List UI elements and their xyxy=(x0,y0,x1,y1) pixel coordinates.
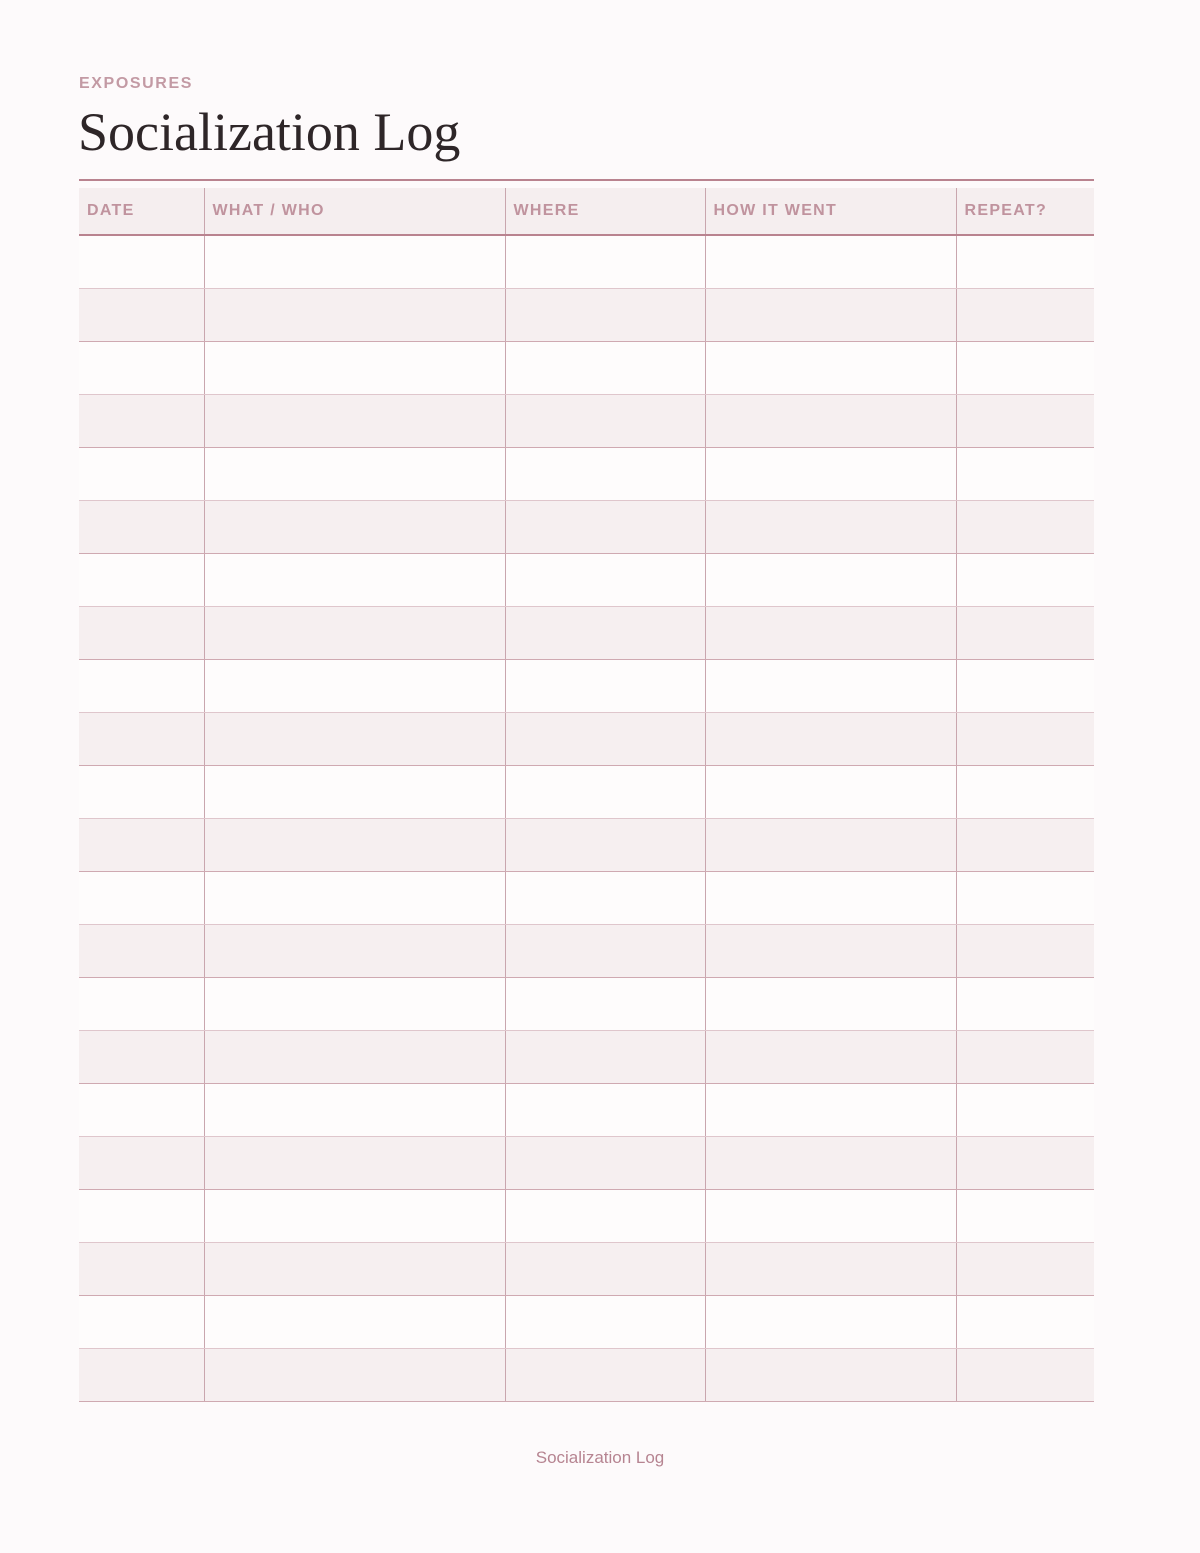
table-row xyxy=(79,925,1094,978)
what-who-cell[interactable] xyxy=(204,1296,505,1349)
repeat-cell[interactable] xyxy=(956,501,1094,554)
where-cell[interactable] xyxy=(505,1349,705,1402)
where-cell[interactable] xyxy=(505,1084,705,1137)
date-cell[interactable] xyxy=(79,1296,204,1349)
what-who-cell[interactable] xyxy=(204,501,505,554)
where-cell[interactable] xyxy=(505,713,705,766)
how-it-went-cell[interactable] xyxy=(705,1190,956,1243)
what-who-cell[interactable] xyxy=(204,1031,505,1084)
what-who-cell[interactable] xyxy=(204,289,505,342)
where-cell[interactable] xyxy=(505,1190,705,1243)
what-who-cell[interactable] xyxy=(204,819,505,872)
repeat-cell[interactable] xyxy=(956,1031,1094,1084)
table-row xyxy=(79,872,1094,925)
what-who-cell[interactable] xyxy=(204,1084,505,1137)
how-it-went-cell[interactable] xyxy=(705,607,956,660)
date-cell[interactable] xyxy=(79,554,204,607)
what-who-cell[interactable] xyxy=(204,554,505,607)
date-cell[interactable] xyxy=(79,872,204,925)
how-it-went-cell[interactable] xyxy=(705,235,956,289)
how-it-went-cell[interactable] xyxy=(705,660,956,713)
table-row xyxy=(79,501,1094,554)
date-cell[interactable] xyxy=(79,1190,204,1243)
where-cell[interactable] xyxy=(505,819,705,872)
date-cell[interactable] xyxy=(79,766,204,819)
repeat-cell[interactable] xyxy=(956,713,1094,766)
repeat-cell[interactable] xyxy=(956,872,1094,925)
where-cell[interactable] xyxy=(505,607,705,660)
what-who-cell[interactable] xyxy=(204,235,505,289)
what-who-cell[interactable] xyxy=(204,342,505,395)
where-cell[interactable] xyxy=(505,978,705,1031)
repeat-cell[interactable] xyxy=(956,289,1094,342)
table-row xyxy=(79,607,1094,660)
table-row xyxy=(79,1349,1094,1402)
where-cell[interactable] xyxy=(505,660,705,713)
table-row xyxy=(79,1031,1094,1084)
column-header-where: WHERE xyxy=(505,188,705,235)
repeat-cell[interactable] xyxy=(956,395,1094,448)
date-cell[interactable] xyxy=(79,235,204,289)
table-row xyxy=(79,395,1094,448)
where-cell[interactable] xyxy=(505,448,705,501)
how-it-went-cell[interactable] xyxy=(705,342,956,395)
table-row xyxy=(79,1243,1094,1296)
how-it-went-cell[interactable] xyxy=(705,713,956,766)
what-who-cell[interactable] xyxy=(204,607,505,660)
table-row xyxy=(79,554,1094,607)
where-cell[interactable] xyxy=(505,872,705,925)
how-it-went-cell[interactable] xyxy=(705,1349,956,1402)
how-it-went-cell[interactable] xyxy=(705,448,956,501)
what-who-cell[interactable] xyxy=(204,660,505,713)
repeat-cell[interactable] xyxy=(956,235,1094,289)
table-row xyxy=(79,448,1094,501)
what-who-cell[interactable] xyxy=(204,1190,505,1243)
date-cell[interactable] xyxy=(79,448,204,501)
what-who-cell[interactable] xyxy=(204,395,505,448)
what-who-cell[interactable] xyxy=(204,978,505,1031)
table-row xyxy=(79,819,1094,872)
date-cell[interactable] xyxy=(79,342,204,395)
where-cell[interactable] xyxy=(505,554,705,607)
date-cell[interactable] xyxy=(79,501,204,554)
how-it-went-cell[interactable] xyxy=(705,1031,956,1084)
where-cell[interactable] xyxy=(505,342,705,395)
repeat-cell[interactable] xyxy=(956,1190,1094,1243)
table-row xyxy=(79,660,1094,713)
section-eyebrow: EXPOSURES xyxy=(79,75,193,92)
where-cell[interactable] xyxy=(505,1031,705,1084)
table-header-row xyxy=(79,188,1094,235)
where-cell[interactable] xyxy=(505,501,705,554)
column-header-how-it-went: HOW IT WENT xyxy=(705,188,956,235)
how-it-went-cell[interactable] xyxy=(705,872,956,925)
what-who-cell[interactable] xyxy=(204,1243,505,1296)
how-it-went-cell[interactable] xyxy=(705,501,956,554)
where-cell[interactable] xyxy=(505,1243,705,1296)
what-who-cell[interactable] xyxy=(204,1137,505,1190)
page-footer: Socialization Log xyxy=(535,1448,665,1467)
what-who-cell[interactable] xyxy=(204,448,505,501)
repeat-cell[interactable] xyxy=(956,660,1094,713)
table-row xyxy=(79,1190,1094,1243)
date-cell[interactable] xyxy=(79,925,204,978)
what-who-cell[interactable] xyxy=(204,713,505,766)
table-row xyxy=(79,1296,1094,1349)
how-it-went-cell[interactable] xyxy=(705,289,956,342)
how-it-went-cell[interactable] xyxy=(705,1084,956,1137)
repeat-cell[interactable] xyxy=(956,342,1094,395)
how-it-went-cell[interactable] xyxy=(705,819,956,872)
repeat-cell[interactable] xyxy=(956,819,1094,872)
repeat-cell[interactable] xyxy=(956,1084,1094,1137)
column-header-repeat: REPEAT? xyxy=(956,188,1094,235)
table-row xyxy=(79,235,1094,289)
repeat-cell[interactable] xyxy=(956,978,1094,1031)
table-row xyxy=(79,1084,1094,1137)
repeat-cell[interactable] xyxy=(956,1296,1094,1349)
how-it-went-cell[interactable] xyxy=(705,395,956,448)
table-row xyxy=(79,342,1094,395)
repeat-cell[interactable] xyxy=(956,925,1094,978)
where-cell[interactable] xyxy=(505,395,705,448)
page-title: Socialization Log xyxy=(78,102,461,162)
repeat-cell[interactable] xyxy=(956,766,1094,819)
table-row xyxy=(79,978,1094,1031)
date-cell[interactable] xyxy=(79,1031,204,1084)
date-cell[interactable] xyxy=(79,978,204,1031)
where-cell[interactable] xyxy=(505,289,705,342)
how-it-went-cell[interactable] xyxy=(705,1243,956,1296)
date-cell[interactable] xyxy=(79,819,204,872)
how-it-went-cell[interactable] xyxy=(705,978,956,1031)
repeat-cell[interactable] xyxy=(956,1349,1094,1402)
date-cell[interactable] xyxy=(79,1243,204,1296)
what-who-cell[interactable] xyxy=(204,1349,505,1402)
repeat-cell[interactable] xyxy=(956,554,1094,607)
what-who-cell[interactable] xyxy=(204,872,505,925)
date-cell[interactable] xyxy=(79,1084,204,1137)
how-it-went-cell[interactable] xyxy=(705,925,956,978)
table-body xyxy=(79,235,1094,1402)
how-it-went-cell[interactable] xyxy=(705,554,956,607)
date-cell[interactable] xyxy=(79,1137,204,1190)
date-cell[interactable] xyxy=(79,713,204,766)
where-cell[interactable] xyxy=(505,1137,705,1190)
column-header-date: DATE xyxy=(79,188,204,235)
title-divider xyxy=(79,179,1094,181)
repeat-cell[interactable] xyxy=(956,1137,1094,1190)
date-cell[interactable] xyxy=(79,660,204,713)
table-row xyxy=(79,713,1094,766)
date-cell[interactable] xyxy=(79,1349,204,1402)
date-cell[interactable] xyxy=(79,395,204,448)
where-cell[interactable] xyxy=(505,1296,705,1349)
where-cell[interactable] xyxy=(505,766,705,819)
where-cell[interactable] xyxy=(505,235,705,289)
repeat-cell[interactable] xyxy=(956,448,1094,501)
socialization-log-table xyxy=(79,188,1094,1402)
table-row xyxy=(79,766,1094,819)
what-who-cell[interactable] xyxy=(204,925,505,978)
how-it-went-cell[interactable] xyxy=(705,766,956,819)
how-it-went-cell[interactable] xyxy=(705,1296,956,1349)
date-cell[interactable] xyxy=(79,289,204,342)
column-header-what-who: WHAT / WHO xyxy=(204,188,505,235)
table-row xyxy=(79,1137,1094,1190)
table-row xyxy=(79,289,1094,342)
repeat-cell[interactable] xyxy=(956,607,1094,660)
how-it-went-cell[interactable] xyxy=(705,1137,956,1190)
where-cell[interactable] xyxy=(505,925,705,978)
repeat-cell[interactable] xyxy=(956,1243,1094,1296)
what-who-cell[interactable] xyxy=(204,766,505,819)
date-cell[interactable] xyxy=(79,607,204,660)
